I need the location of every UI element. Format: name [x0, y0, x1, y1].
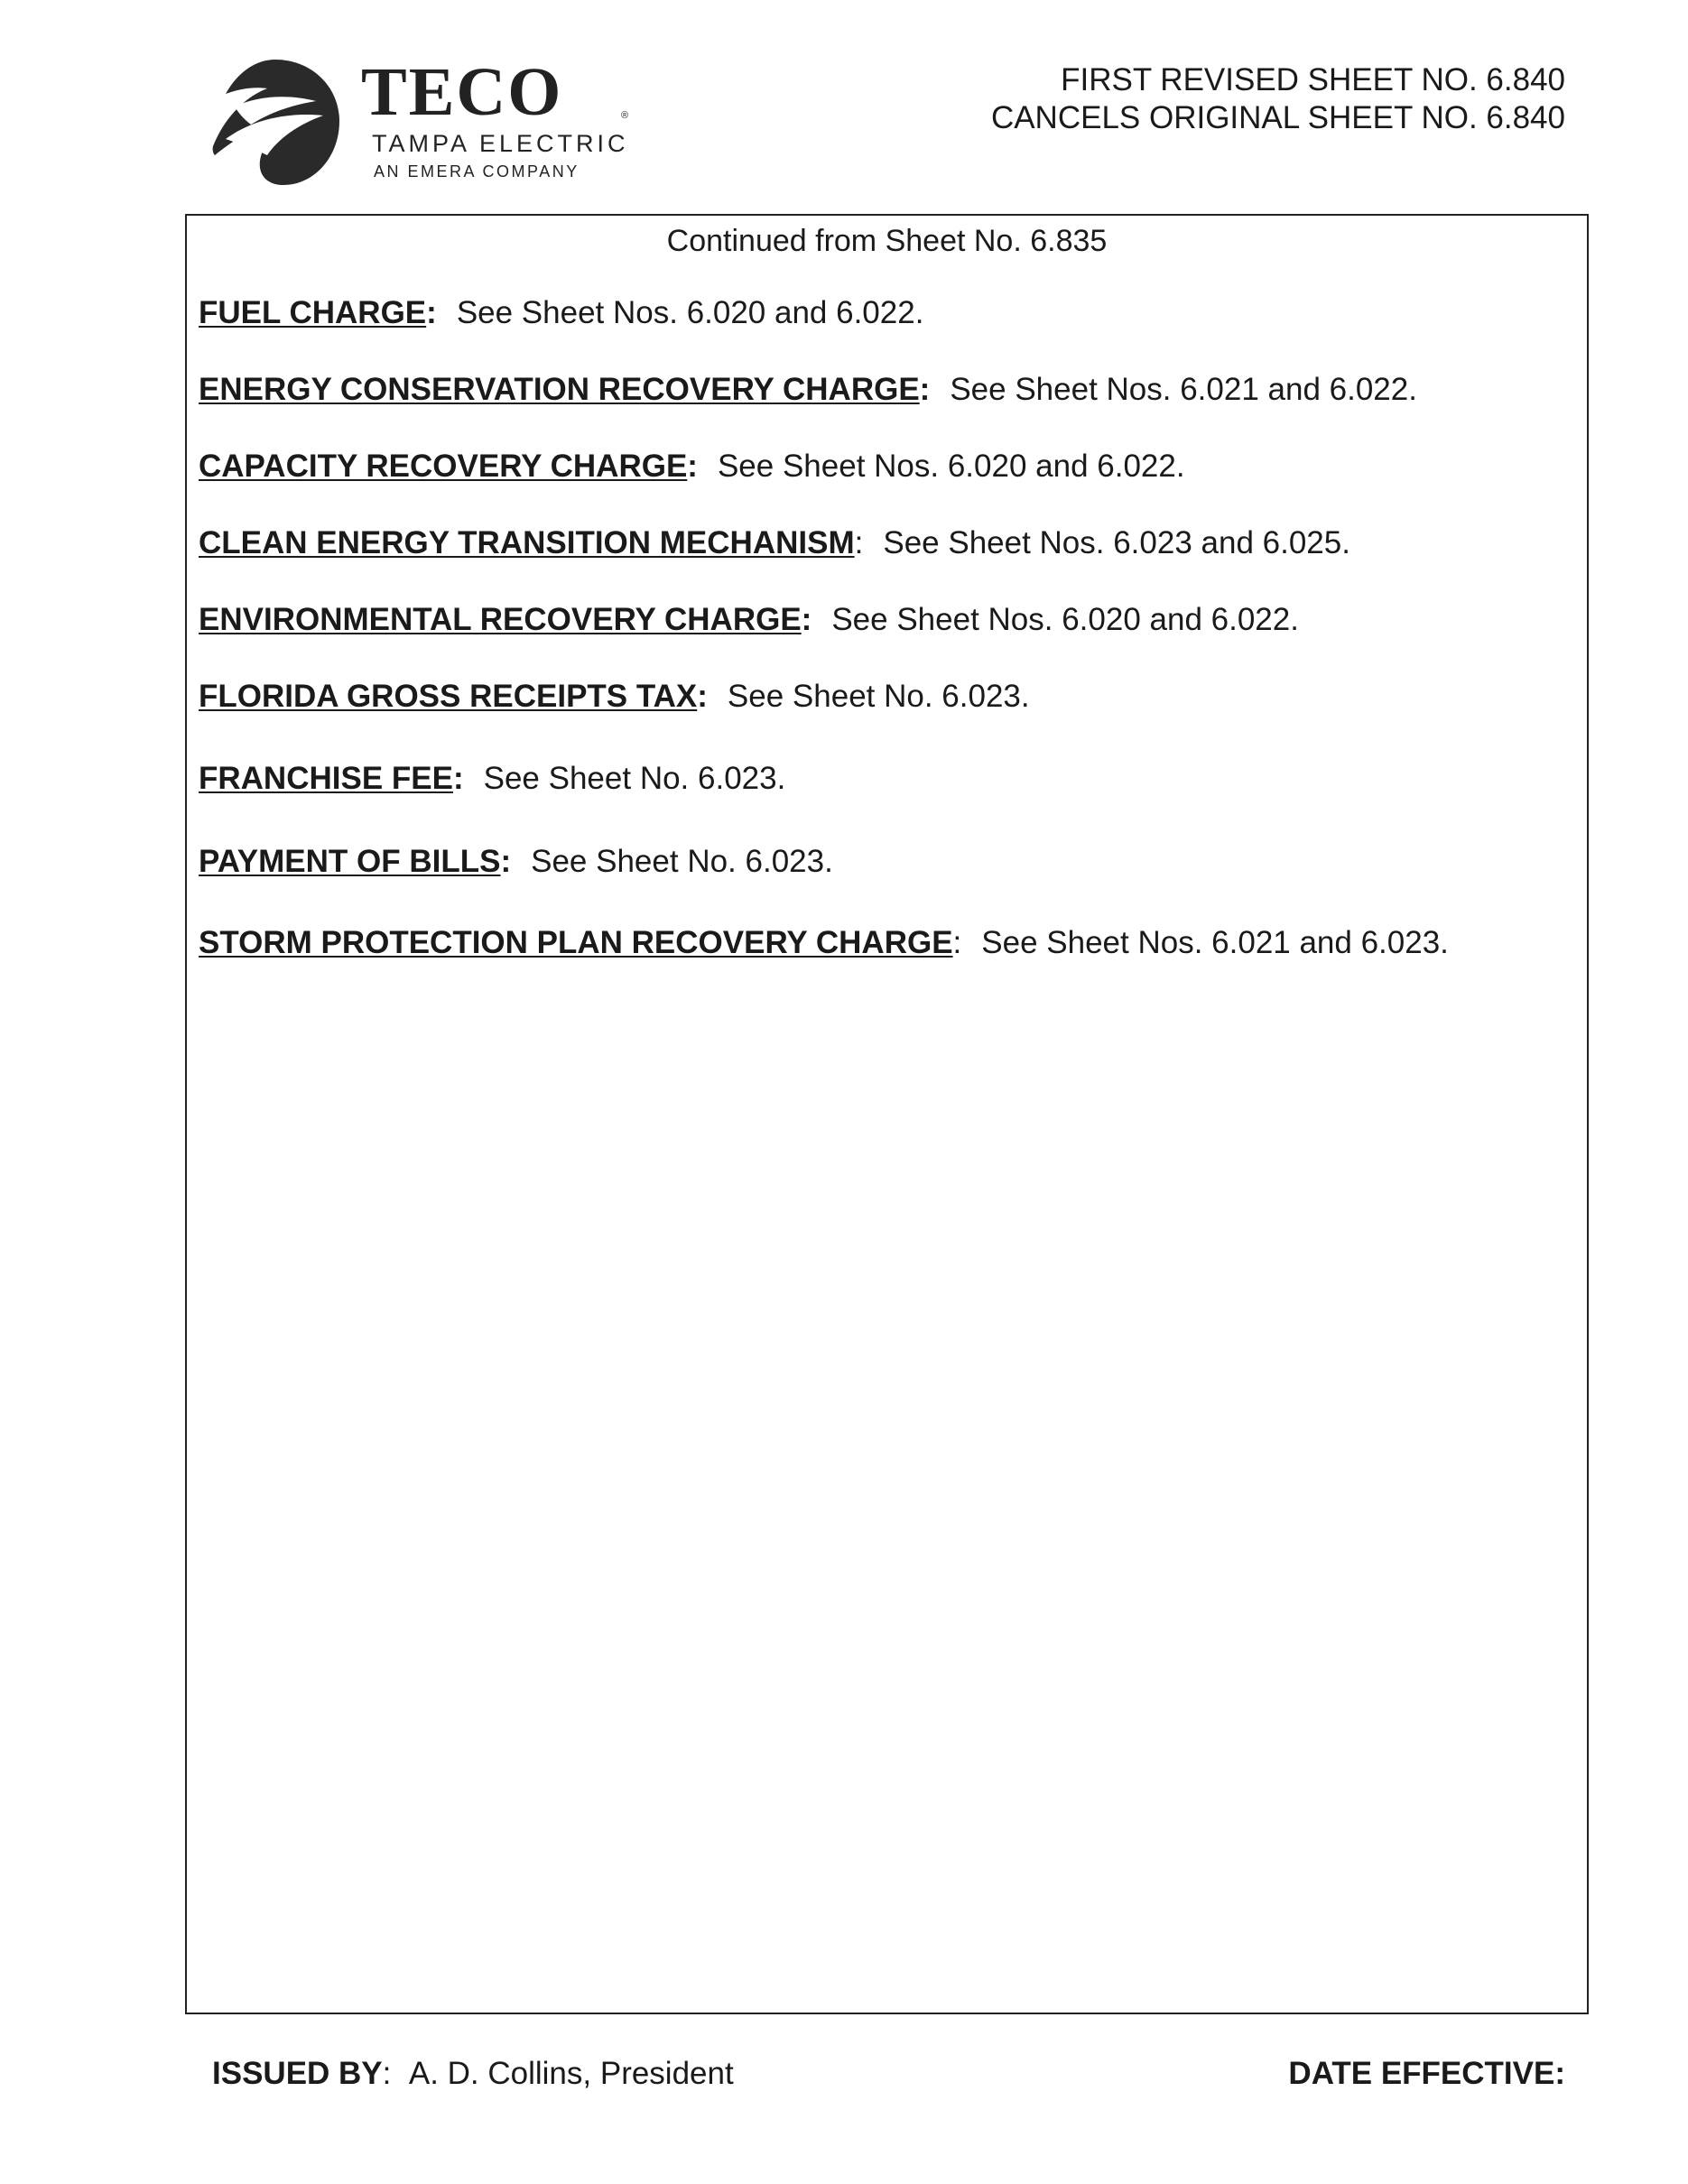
- item-colon: :: [452, 761, 464, 796]
- sheet-number-line1: FIRST REVISED SHEET NO. 6.840: [1061, 62, 1565, 97]
- item-reference: See Sheet Nos. 6.020 and 6.022.: [717, 449, 1185, 484]
- item-colon: :: [687, 449, 698, 484]
- issued-by-colon: :: [382, 2056, 392, 2091]
- item-reference: See Sheet No. 6.023.: [727, 679, 1030, 714]
- continued-from-note: Continued from Sheet No. 6.835: [666, 224, 1108, 258]
- logo-brand-text: TECO: [361, 54, 563, 130]
- item-capacity-recovery-charge: [199, 447, 1185, 486]
- item-reference: See Sheet No. 6.023.: [531, 844, 833, 879]
- item-title: FUEL CHARGE: [199, 295, 427, 330]
- item-title: FLORIDA GROSS RECEIPTS TAX: [199, 679, 698, 714]
- teco-logo: [208, 56, 677, 191]
- item-title: ENERGY CONSERVATION RECOVERY CHARGE: [199, 372, 920, 407]
- item-reference: See Sheet Nos. 6.021 and 6.022.: [950, 372, 1417, 407]
- item-energy-conservation-recovery-charge: [199, 370, 1417, 410]
- item-franchise-fee: [199, 759, 785, 799]
- issued-by: [212, 2054, 734, 2094]
- item-florida-gross-receipts-tax: [199, 677, 1030, 717]
- item-reference: See Sheet Nos. 6.021 and 6.023.: [981, 925, 1449, 960]
- item-environmental-recovery-charge: [199, 600, 1299, 640]
- item-colon: :: [500, 844, 512, 879]
- date-effective-label: DATE EFFECTIVE:: [1288, 2056, 1565, 2091]
- item-colon: :: [697, 679, 708, 714]
- item-fuel-charge: [199, 293, 923, 333]
- logo-parent-company: AN EMERA COMPANY: [374, 162, 580, 180]
- item-title: ENVIRONMENTAL RECOVERY CHARGE: [199, 602, 802, 637]
- sheet-number-header: [991, 61, 1565, 137]
- item-reference: See Sheet Nos. 6.023 and 6.025.: [883, 525, 1350, 560]
- item-colon: :: [854, 525, 864, 560]
- item-payment-of-bills: [199, 842, 833, 882]
- item-colon: :: [919, 372, 931, 407]
- issued-by-value: A. D. Collins, President: [408, 2056, 734, 2091]
- issued-by-label: ISSUED BY: [212, 2056, 383, 2091]
- item-storm-protection-plan-recovery-charge: [199, 923, 1449, 963]
- item-title: PAYMENT OF BILLS: [199, 844, 501, 879]
- item-reference: See Sheet Nos. 6.020 and 6.022.: [831, 602, 1299, 637]
- teco-swoosh-icon: [208, 56, 343, 187]
- tariff-content-frame: [185, 214, 1589, 2014]
- item-reference: See Sheet No. 6.023.: [483, 761, 786, 796]
- item-title: FRANCHISE FEE: [199, 761, 453, 796]
- logo-registered-mark: ®: [621, 110, 629, 121]
- item-title: CLEAN ENERGY TRANSITION MECHANISM: [199, 525, 855, 560]
- item-title: STORM PROTECTION PLAN RECOVERY CHARGE: [199, 925, 953, 960]
- logo-company-name: TAMPA ELECTRIC: [372, 130, 629, 157]
- item-colon: :: [801, 602, 812, 637]
- item-clean-energy-transition-mechanism: [199, 523, 1350, 563]
- item-colon: :: [426, 295, 437, 330]
- item-title: CAPACITY RECOVERY CHARGE: [199, 449, 688, 484]
- item-reference: See Sheet Nos. 6.020 and 6.022.: [456, 295, 924, 330]
- sheet-number-line2: CANCELS ORIGINAL SHEET NO. 6.840: [990, 100, 1565, 135]
- item-colon: :: [952, 925, 962, 960]
